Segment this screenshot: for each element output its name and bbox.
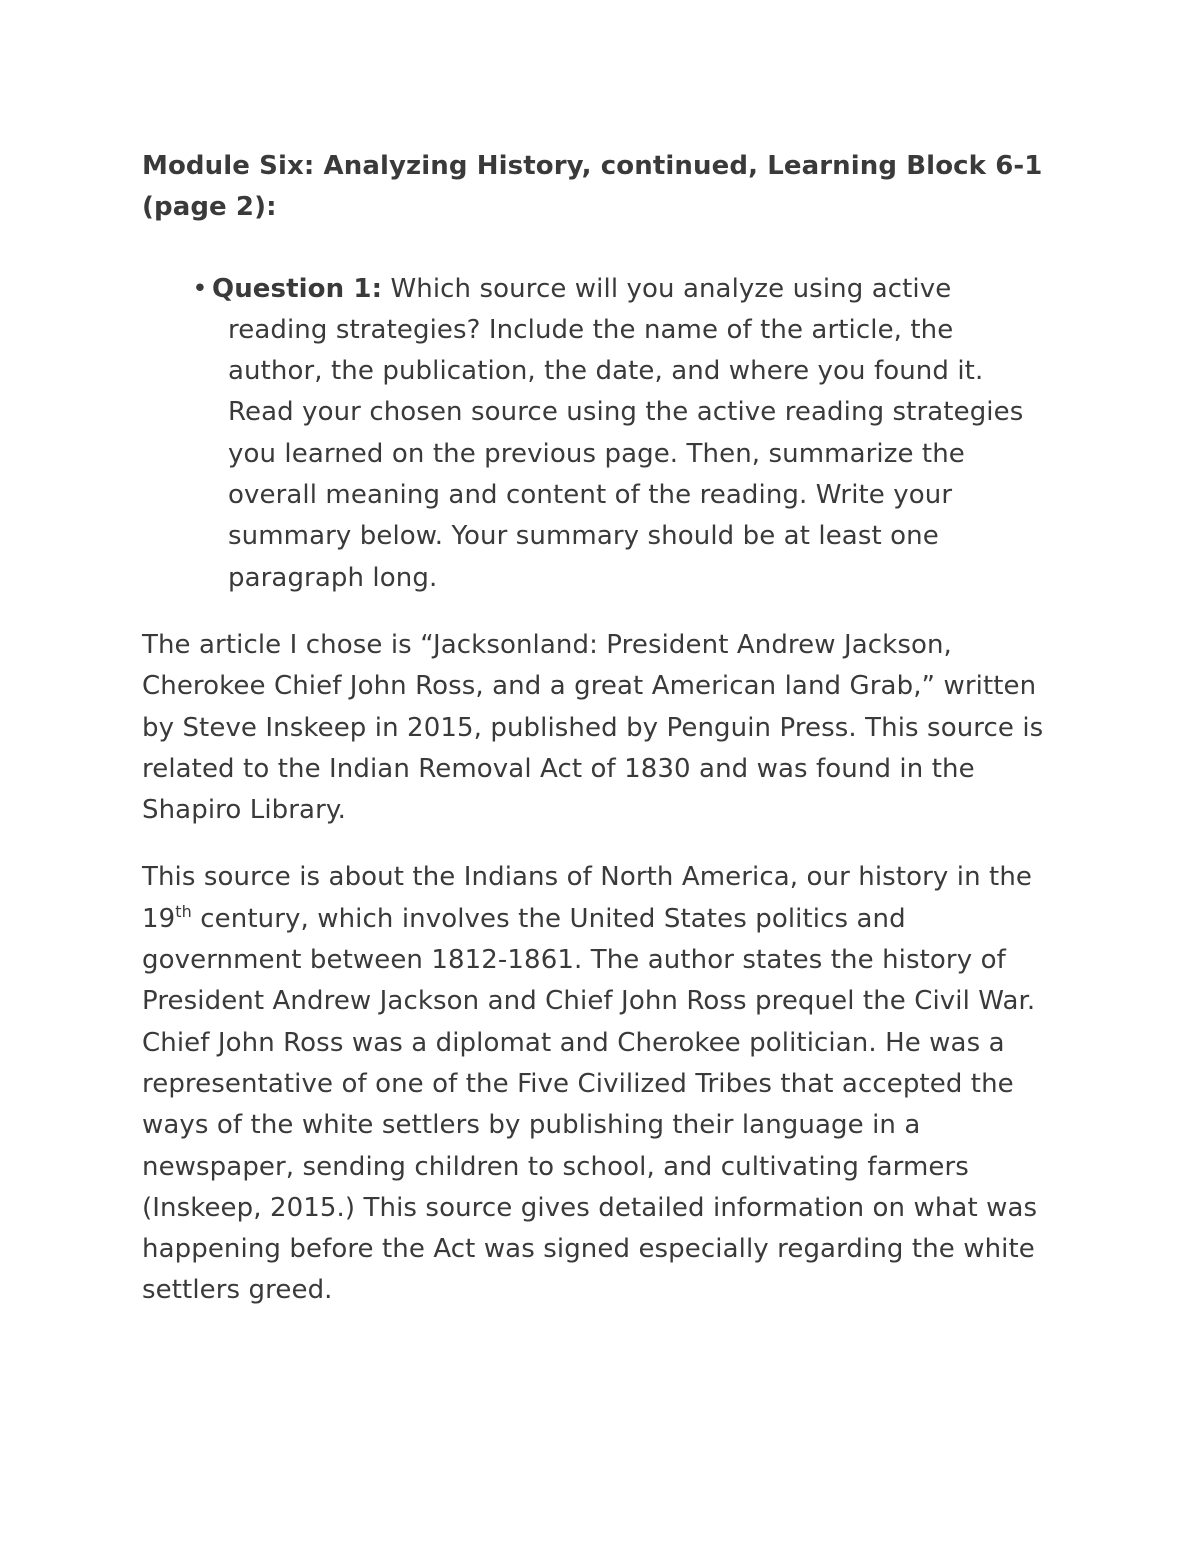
question-text-block [212,269,1048,599]
question-text: Which source will you analyze using active reading strategies? Include the name of the article, the author, the publication, the date, and where you found it. Read your chosen source using the active reading strategies you learned on the previous page. Then, summarize the overall meaning and content of the reading. Write your summary below. Your summary should be at least one paragraph long. [228,273,1024,593]
question-list-item [142,269,1048,599]
document-body [142,146,1072,1338]
paragraph-source-citation: The article I chose is “Jacksonland: President Andrew Jackson, Cherokee Chief John Ross, and a great American land Grab,” written by Steve Inskeep in 2015, published by Penguin Press. This source is related to the Indian Removal Act of 1830 and was found in the Shapiro Library. [142,629,1044,826]
question-label: Question 1: [212,273,383,304]
paragraph-summary [142,857,1072,1311]
summary-text-start: This source is about the Indians of North America, our history in the 19 [142,862,1032,934]
document-heading: Module Six: Analyzing History, continued, Learning Block 6-1 (page 2): [142,151,1043,223]
bullet-icon: • [192,273,208,304]
ordinal-superscript: th [175,901,192,921]
summary-text-rest: century, which involves the United States politics and government between 1812-1861. The author states the history of President Andrew Jackson and Chief John Ross prequel the Civil War. Chief John Ross was a diplomat and Cherokee politician. He was a representative of one of the Five Civilized Tribes that accepted the ways of the white settlers by publishing their language in a newspaper, sending children to school, and cultivating farmers (Inskeep, 2015.) This source gives detailed information on what was happening before the Act was signed especially regarding the white settlers greed. [142,903,1038,1306]
